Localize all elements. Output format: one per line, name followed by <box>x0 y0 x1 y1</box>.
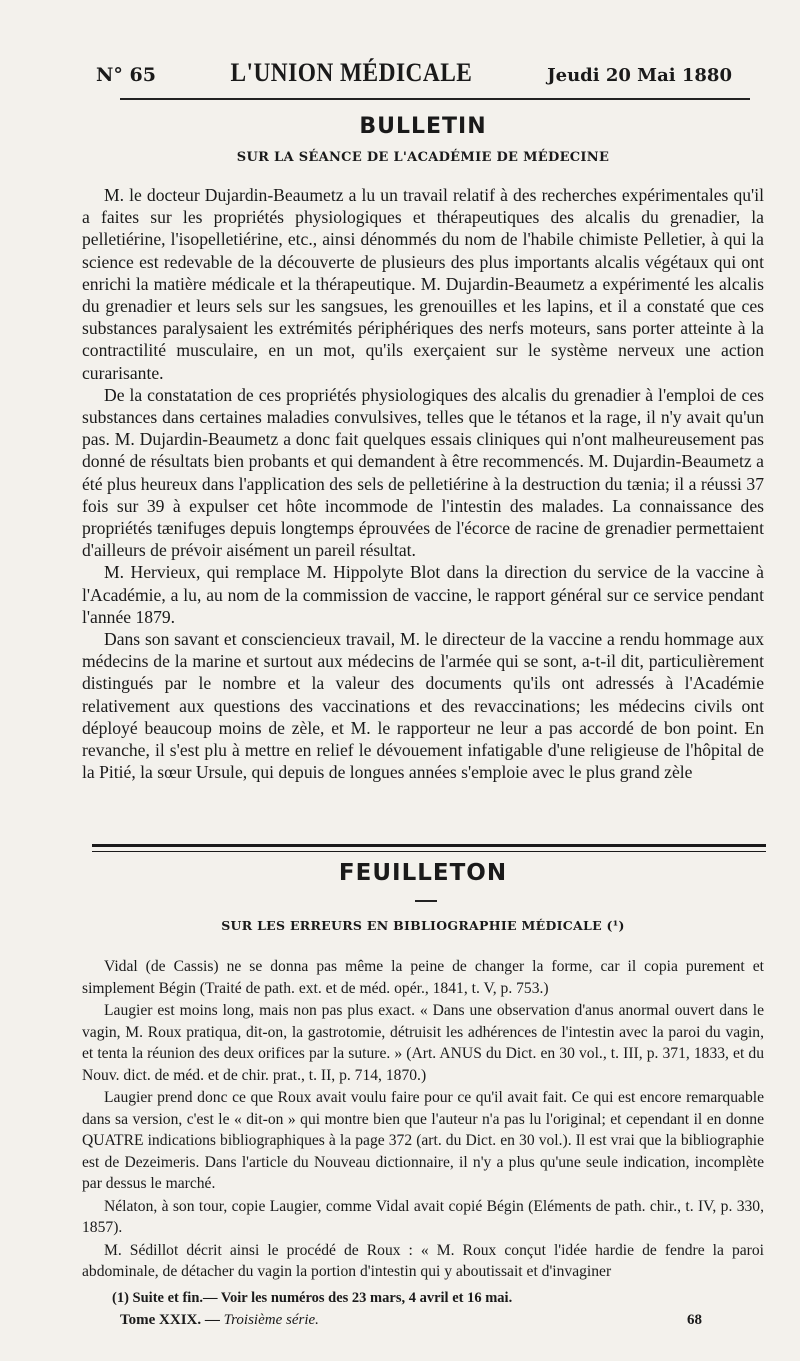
bulletin-paragraph: Dans son savant et consciencieux travail, M. le directeur de la vaccine a rendu hommage aux médecins de la marine et surtout aux médecins de l'armée qui se sont, a-t-il dit, particulièrement distingués par le nombre et la valeur des documents qu'ils ont adressés à l'Académie relativement aux questions des vaccinations et des revaccinations; les médecins civils ont déployé beaucoup moins de zèle, et M. le rapporteur ne leur a pas accordé de bon point. En revanche, il s'est plu à mettre en relief le dévouement infatigable d'une religieuse de l'hôpital de la Pitié, la sœur Ursule, qui depuis de longues années s'emploie avec le plus grand zèle <box>82 629 764 783</box>
section-divider-thick <box>92 844 766 847</box>
feuilleton-title: FEUILLETON <box>338 860 508 886</box>
feuilleton-paragraph: M. Sédillot décrit ainsi le procédé de Roux : « M. Roux conçut l'idée hardie de fendre la paroi abdominale, de détacher du vagin la portion d'intestin qui y aboutissait et d'invaginer <box>82 1241 764 1280</box>
bulletin-body <box>82 184 764 783</box>
page-footer <box>120 1312 702 1329</box>
header-rule <box>120 98 750 100</box>
footnote: (1) Suite et fin.— Voir les numéros des 23 mars, 4 avril et 16 mai. <box>112 1290 513 1306</box>
bulletin-paragraph: M. Hervieux, qui remplace M. Hippolyte Blot dans la direction du service de la vaccine à l'Académie, a lu, au nom de la commission de vaccine, le rapport général sur ce service pendant l'année 1879. <box>82 562 764 627</box>
series-label: Troisième série. <box>223 1312 319 1328</box>
bulletin-paragraph: M. le docteur Dujardin-Beaumetz a lu un travail relatif à des recherches expérimentales qu'il a faites sur les propriétés physiologiques et thérapeutiques des alcalis du grenadier, la pelletiérine, l'isopelletiérine, etc., ainsi dénommés du nom de l'habile chimiste Pelletier, à qui la science est redevable de la découverte de plusieurs des plus importants alcalis végétaux qui ont enrichi la matière médicale et la thérapeutique. M. Dujardin-Beaumetz a expérimenté les alcalis du grenadier et leurs sels sur les sangsues, les grenouilles et les lapins, et il a constaté que ces substances paralysaient les extrémités périphériques des nerfs moteurs, sans porter atteinte à la contractilité musculaire, en un mot, qu'ils exerçaient sur le système nerveux une action curarisante. <box>82 185 764 383</box>
section-divider-thin <box>92 851 766 852</box>
feuilleton-subtitle: SUR LES ERREURS EN BIBLIOGRAPHIE MÉDICALE (¹) <box>221 918 625 933</box>
feuilleton-paragraph: Nélaton, à son tour, copie Laugier, comme Vidal avait copié Bégin (Eléments de path. chir., t. IV, p. 330, 1857). <box>82 1197 764 1236</box>
volume-label: Tome XXIX. — <box>120 1312 220 1328</box>
feuilleton-paragraph: Laugier est moins long, mais non pas plus exact. « Dans une observation d'anus anormal ouvert dans le vagin, M. Roux pratiqua, dit-on, la gastrotomie, détruisit les adhérences de l'intestin avec la paroi du vagin, et tenta la réunion des deux orifices par la suture. » (Art. ANUS du Dict. en 30 vol., t. III, p. 371, 1833, et du Nouv. dict. de méd. et de chir. prat., t. II, p. 714, 1870.) <box>82 1002 764 1084</box>
feuilleton-body <box>82 956 764 1283</box>
newspaper-title: L'UNION MÉDICALE <box>230 58 473 87</box>
issue-number: N° 65 <box>96 64 156 86</box>
page-number: 68 <box>687 1312 702 1328</box>
masthead <box>96 58 732 88</box>
volume-info <box>120 1312 319 1329</box>
bulletin-title: BULLETIN <box>359 114 487 139</box>
feuilleton-paragraph: Laugier prend donc ce que Roux avait voulu faire pour ce qu'il avait fait. Ce qui est encore remarquable dans sa version, c'est le « dit-on » qui montre bien que l'auteur n'a pas lu l'original; et cependant il en donne QUATRE indications bibliographiques à la page 372 (art. du Dict. en 30 vol.). Il est vrai que la bibliographie est de Dezeimeris. Dans l'article du Nouveau dictionnaire, il n'y a plus qu'une seule indication, incomplète par dessus le marché. <box>82 1089 764 1192</box>
feuilleton-dash <box>415 900 437 902</box>
bulletin-subtitle: SUR LA SÉANCE DE L'ACADÉMIE DE MÉDECINE <box>236 150 610 165</box>
issue-date: Jeudi 20 Mai 1880 <box>547 65 732 86</box>
feuilleton-paragraph: Vidal (de Cassis) ne se donna pas même la peine de changer la forme, car il copia purement et simplement Bégin (Traité de path. ext. et de méd. opér., 1841, t. V, p. 753.) <box>82 958 764 997</box>
bulletin-paragraph: De la constatation de ces propriétés physiologiques des alcalis du grenadier à l'emploi de ces substances dans certaines maladies convulsives, telles que le tétanos et la rage, il n'y avait qu'un pas. M. Dujardin-Beaumetz a donc fait quelques essais cliniques qui n'ont malheureusement pas donné de résultats bien probants et qui demandent à être recommencés. M. Dujardin-Beaumetz a été plus heureux dans l'application des sels de pelletiérine à la destruction du tænia; il a réussi 37 fois sur 39 à expulser cet hôte incommode de l'intestin des malades. La connaissance des propriétés tænifuges depuis longtemps éprouvées de l'écorce de racine de grenadier permettaient d'ailleurs de prévoir aisément un pareil résultat. <box>82 384 764 561</box>
